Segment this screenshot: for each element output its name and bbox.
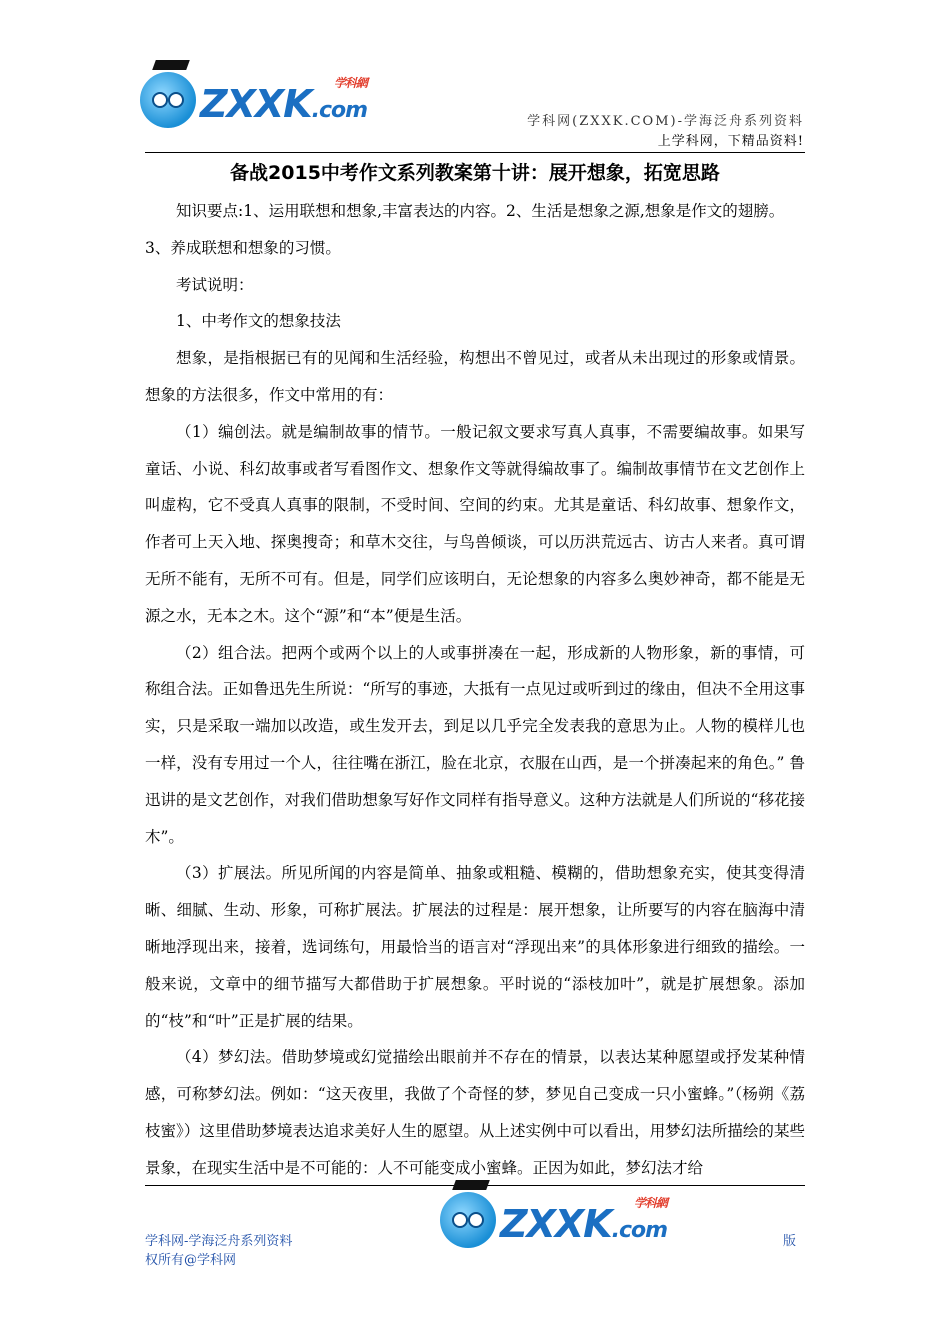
- header-line2: 上学科网，下精品资料!: [657, 134, 804, 149]
- paragraph-method-4: （4）梦幻法。借助梦境或幻觉描绘出眼前并不存在的情景，以表达某种愿望或抒发某种情感，可称梦幻法。例如：“这天夜里，我做了个奇怪的梦，梦见自己变成一只小蜜蜂。”（杨朔《荔枝蜜》）这里借助梦境表达追求美好人生的愿望。从上述实例中可以看出，用梦幻法所描绘的某些景象，在现实生活中是不可能的：人不可能变成小蜜蜂。正因为如此，梦幻法才给: [145, 1048, 805, 1177]
- mascot-icon: [440, 1192, 496, 1248]
- footer-logo[interactable]: [440, 1188, 670, 1252]
- paragraph-method-2: （2）组合法。把两个或两个以上的人或事拼凑在一起，形成新的人物形象，新的事情，可称组合法。正如鲁迅先生所说：“所写的事迹，大抵有一点见过或听到过的缘由，但决不全用这事实，只是采取一端加以改造，或生发开去，到足以几乎完全发表我的意思为止。人物的模样儿也一样，没有专用过一个人，往往嘴在浙江，脸在北京，衣服在山西，是一个拼凑起来的角色。” 鲁迅讲的是文艺创作，对我们借助想象写好作文同样有指导意义。这种方法就是人们所说的“移花接木”。: [145, 643, 805, 846]
- paragraph-knowledge-cont: 3、养成联想和想象的习惯。: [145, 238, 341, 257]
- logo-text: ZXXK: [500, 1202, 612, 1246]
- footer-line2: 权所有@学科网: [145, 1253, 237, 1268]
- paragraph-method-3: （3）扩展法。所见所闻的内容是简单、抽象或粗糙、模糊的，借助想象充实，使其变得清晰、细腻、生动、形象，可称扩展法。扩展法的过程是：展开想象，让所要写的内容在脑海中清晰地浮现出来，接着，选词练句，用最恰当的语言对“浮现出来”的具体形象进行细致的描绘。一般来说，文章中的细节描写大都借助于扩展想象。平时说的“添枝加叶”，就是扩展想象。添加的“枝”和“叶”正是扩展的结果。: [145, 864, 805, 1030]
- paragraph-imagination: 想象，是指根据已有的见闻和生活经验，构想出不曾见过，或者从未出现过的形象或情景。想象的方法很多，作文中常用的有：: [145, 349, 805, 404]
- mascot-icon: [140, 72, 196, 128]
- logo-wordmark: [500, 1196, 668, 1246]
- header-divider: [145, 152, 805, 153]
- logo-cn-text: 学科網: [334, 76, 368, 90]
- logo-text: ZXXK: [200, 82, 312, 126]
- paragraph-knowledge: 知识要点:1、运用联想和想象,丰富表达的内容。2、生活是想象之源,想象是作文的翅膀。: [176, 202, 785, 220]
- header-line1: 学科网(ZXXK.COM)-学海泛舟系列资料: [527, 114, 804, 129]
- logo-wordmark: [200, 76, 368, 126]
- paragraph-section-1: 1、中考作文的想象技法: [176, 312, 341, 331]
- document-title: 备战2015中考作文系列教案第十讲：展开想象，拓宽思路: [230, 162, 720, 184]
- logo-cn-text: 学科網: [634, 1196, 668, 1210]
- header-tagline: [527, 112, 804, 152]
- footer-line1: 学科网-学海泛舟系列资料: [145, 1234, 293, 1249]
- header-logo[interactable]: [140, 66, 370, 134]
- document-body: [145, 193, 805, 1187]
- footer-right-text: 版: [783, 1234, 797, 1249]
- logo-suffix: .com: [611, 1218, 668, 1243]
- footer-left-text[interactable]: [145, 1232, 292, 1270]
- paragraph-method-1: （1）编创法。就是编制故事的情节。一般记叙文要求写真人真事，不需要编故事。如果写童话、小说、科幻故事或者写看图作文、想象作文等就得编故事了。编制故事情节在文艺创作上叫虚构，它不受真人真事的限制，不受时间、空间的约束。尤其是童话、科幻故事、想象作文，作者可上天入地、探奥搜奇；和草木交往，与鸟兽倾谈，可以历洪荒远古、访古人来者。真可谓无所不能有，无所不可有。但是，同学们应该明白，无论想象的内容多么奥妙神奇，都不能是无源之水，无本之木。这个“源”和“本”便是生活。: [145, 422, 805, 625]
- logo-suffix: .com: [311, 98, 368, 123]
- paragraph-exam-label: 考试说明：: [176, 275, 254, 294]
